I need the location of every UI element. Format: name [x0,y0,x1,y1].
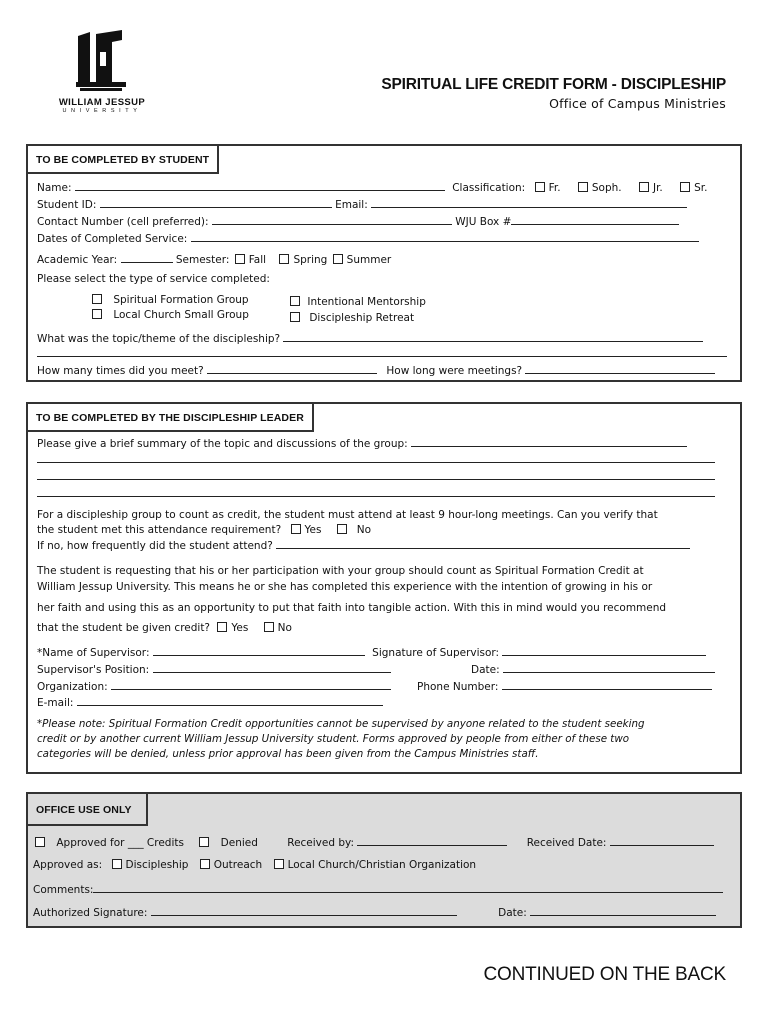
local-church-org-checkbox[interactable] [274,859,284,869]
jr-checkbox[interactable] [639,182,649,192]
discipleship-checkbox[interactable] [112,859,122,869]
attendance-question: the student met this attendance requirement? [37,524,282,536]
received-date-field[interactable] [610,835,714,846]
service-option-spiritual-formation: Spiritual Formation Group [90,293,249,307]
comments-row [33,882,723,897]
times-label: How many times did you meet? [37,365,204,377]
summary-label: Please give a brief summary of the topic and discussions of the group: [37,438,408,450]
dates-row [37,231,699,246]
organization-row [37,679,391,694]
position-label: Supervisor's Position: [37,664,150,676]
recommend-yes-checkbox[interactable] [217,622,227,632]
classification-label: Classification: [452,182,526,194]
phone-label: Phone Number: [417,681,499,693]
leader-date-row [471,662,715,677]
local-church-org-label: Local Church/Christian Organization [287,859,477,871]
dates-field[interactable] [191,231,699,242]
long-field[interactable] [525,363,715,374]
supervisor-name-field[interactable] [153,645,365,656]
attendance-row [37,523,371,537]
attendance-yes-checkbox[interactable] [291,524,301,534]
mentorship-checkbox[interactable] [290,296,300,306]
summer-label: Summer [346,254,392,266]
box-label: WJU Box # [455,216,512,228]
frequency-field[interactable] [276,538,690,549]
approved-as-label: Approved as: [33,859,103,871]
office-approval-row [33,835,714,850]
summary-line-3[interactable] [37,479,715,480]
signature-field[interactable] [502,645,706,656]
sr-checkbox[interactable] [680,182,690,192]
student-id-row [37,197,687,212]
recommend-no-label: No [277,622,292,634]
comments-field[interactable] [93,882,723,893]
recommend-no-checkbox[interactable] [264,622,274,632]
request-para-3: her faith and using this as an opportunity to put that faith into tangible action. With this in mind would you recommend [37,602,667,614]
approved-checkbox[interactable] [35,837,45,847]
spiritual-formation-checkbox[interactable] [92,294,102,304]
student-id-field[interactable] [100,197,332,208]
note-line-2: credit or by another current William Jessup University student. Forms approved by people from either of these two [37,733,630,745]
note-line-3: categories will be denied, unless prior approval has been given from the Campus Ministries staff. [37,748,539,760]
outreach-label: Outreach [213,859,263,871]
name-label: Name: [37,182,72,194]
academic-year-label: Academic Year: [37,254,118,266]
fr-label: Fr. [548,182,561,194]
topic-continuation-line[interactable] [37,356,727,357]
outreach-checkbox[interactable] [200,859,210,869]
form-subtitle: Office of Campus Ministries [549,96,726,111]
jr-label: Jr. [652,182,663,194]
denied-label: Denied [220,837,258,849]
office-section-heading: OFFICE USE ONLY [26,792,148,826]
student-section [26,144,742,382]
student-section-heading: TO BE COMPLETED BY STUDENT [26,144,219,174]
soph-label: Soph. [591,182,622,194]
position-row [37,662,391,677]
authorized-row [33,905,716,920]
spring-label: Spring [293,254,328,266]
phone-row [417,679,712,694]
received-date-label: Received Date: [526,837,607,849]
request-para-2: William Jessup University. This means he or she has completed this experience with the intention of growing in his or [37,581,653,593]
position-field[interactable] [153,662,391,673]
name-field[interactable] [75,180,445,191]
service-prompt: Please select the type of service completed: [37,273,270,285]
academic-year-field[interactable] [121,252,173,263]
received-by-label: Received by: [287,837,355,849]
service-option-retreat: Discipleship Retreat [288,311,414,325]
summer-checkbox[interactable] [333,254,343,264]
attendance-no-label: No [356,524,372,536]
leader-email-field[interactable] [77,695,383,706]
office-section [26,792,742,928]
supervisor-name-row [37,645,706,660]
comments-label: Comments: [33,884,94,896]
approved-for-label: Approved for ___ Credits [56,837,184,849]
frequency-label: If no, how frequently did the student attend? [37,540,273,552]
attendance-text-1: For a discipleship group to count as credit, the student must attend at least 9 hour-long meetings. Can you verify that [37,509,658,521]
logo-subtitle: UNIVERSITY [62,108,142,114]
meetings-row [37,363,715,378]
attendance-no-checkbox[interactable] [337,524,347,534]
service-option-local-church: Local Church Small Group [90,308,249,322]
contact-label: Contact Number (cell preferred): [37,216,209,228]
denied-checkbox[interactable] [199,837,209,847]
supervisor-name-label: *Name of Supervisor: [37,647,150,659]
university-logo [76,30,126,92]
summary-field[interactable] [411,436,687,447]
approved-as-row [33,858,476,872]
organization-label: Organization: [37,681,108,693]
retreat-checkbox[interactable] [290,312,300,322]
student-id-label: Student ID: [37,199,97,211]
topic-row [37,331,703,346]
email-label: Email: [335,199,368,211]
contact-field[interactable] [212,214,452,225]
signature-label: Signature of Supervisor: [372,647,500,659]
frequency-row [37,538,690,553]
fr-checkbox[interactable] [535,182,545,192]
leader-email-row [37,695,383,710]
contact-row [37,214,679,229]
box-field[interactable] [511,214,679,225]
summary-row [37,436,687,451]
topic-field[interactable] [283,331,703,342]
sr-label: Sr. [694,182,708,194]
attendance-yes-label: Yes [304,524,322,536]
authorized-signature-label: Authorized Signature: [33,907,148,919]
discipleship-label: Discipleship [125,859,189,871]
note-line-1: *Please note: Spiritual Formation Credit opportunities cannot be supervised by anyone related to the student seeking [37,718,645,730]
leader-date-field[interactable] [503,662,715,673]
leader-section-heading: TO BE COMPLETED BY THE DISCIPLESHIP LEADER [26,402,314,432]
logo-name: WILLIAM JESSUP [58,97,146,108]
phone-field[interactable] [502,679,712,690]
spring-checkbox[interactable] [279,254,289,264]
times-field[interactable] [207,363,377,374]
service-option-mentorship: Intentional Mentorship [288,295,426,309]
email-field[interactable] [371,197,687,208]
form-title: SPIRITUAL LIFE CREDIT FORM - DISCIPLESHIP [381,76,726,93]
authorized-signature-field[interactable] [151,905,457,916]
recommend-yes-label: Yes [231,622,249,634]
academic-row [37,252,391,267]
request-para-4: that the student be given credit? Yes No [37,622,292,634]
long-label: How long were meetings? [386,365,523,377]
organization-field[interactable] [111,679,391,690]
request-para-1: The student is requesting that his or her participation with your group should count as Spiritual Formation Credit at [37,565,644,577]
summary-line-2[interactable] [37,462,715,463]
topic-label: What was the topic/theme of the discipleship? [37,333,281,345]
received-by-field[interactable] [357,835,507,846]
name-row [37,180,707,195]
leader-email-label: E-mail: [37,697,74,709]
leader-date-label: Date: [471,664,500,676]
soph-checkbox[interactable] [578,182,588,192]
leader-section [26,402,742,774]
summary-line-4[interactable] [37,496,715,497]
dates-label: Dates of Completed Service: [37,233,188,245]
semester-label: Semester: [175,254,230,266]
office-date-field[interactable] [530,905,716,916]
continued-on-back: CONTINUED ON THE BACK [483,964,726,985]
fall-checkbox[interactable] [235,254,245,264]
fall-label: Fall [248,254,267,266]
local-church-checkbox[interactable] [92,309,102,319]
office-date-label: Date: [498,907,527,919]
